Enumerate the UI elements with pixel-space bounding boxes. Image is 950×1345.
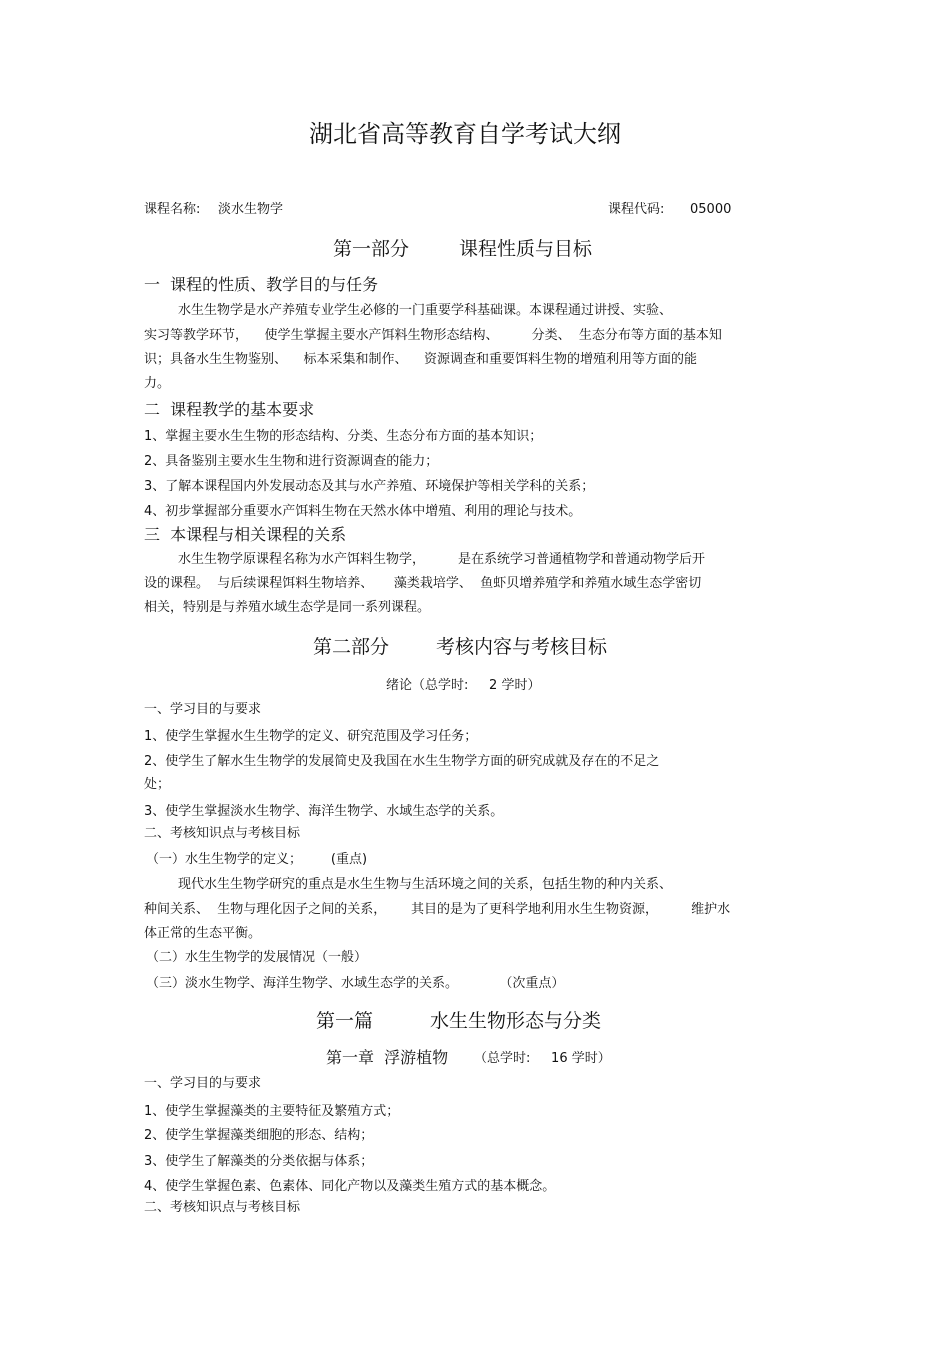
subsection-heading: 二、考核知识点与考核目标 — [144, 1200, 301, 1215]
paragraph-line: 识；具备水生生物鉴别、 标本采集和制作、 资源调查和重要饵料生物的增殖利用等方面的能 — [144, 352, 698, 367]
paragraph-line: 体正常的生态平衡。 — [144, 926, 262, 941]
paragraph-line: 相关，特别是与养殖水域生态学是同一系列课程。 — [144, 600, 431, 615]
list-item: 1、使学生掌握藻类的主要特征及繁殖方式； — [144, 1104, 400, 1119]
knowledge-point: （三）淡水生物学、海洋生物学、水域生态学的关系。 （次重点） — [146, 976, 565, 991]
course-code: 05000 — [690, 202, 732, 217]
section-heading: 二 课程教学的基本要求 — [144, 400, 315, 419]
course-name: 淡水生物学 — [218, 202, 284, 217]
section-heading: 三 本课程与相关课程的关系 — [144, 525, 347, 544]
list-item: 1、使学生掌握水生生物学的定义、研究范围及学习任务； — [144, 729, 478, 744]
part1-heading-title: 课程性质与目标 — [459, 238, 593, 260]
subsection-heading: 一、学习目的与要求 — [144, 702, 262, 717]
list-item: 2、使学生掌握藻类细胞的形态、结构； — [144, 1128, 374, 1143]
course-code-label: 课程代码: — [608, 202, 665, 217]
paragraph-line: 力。 — [144, 376, 171, 391]
list-item: 3、了解本课程国内外发展动态及其与水产养殖、环境保护等相关学科的关系； — [144, 479, 595, 494]
paragraph-line: 实习等教学环节， 使学生掌握主要水产饵料生物形态结构、 分类、 生态分布等方面的基本知 — [144, 328, 722, 343]
intro-heading: 绪论（总学时: 2 学时） — [386, 678, 541, 693]
list-item: 3、使学生掌握淡水生物学、海洋生物学、水域生态学的关系。 — [144, 804, 504, 819]
list-item: 2、使学生了解水生生物学的发展简史及我国在水生生物学方面的研究成就及存在的不足之 — [144, 754, 660, 769]
list-item: 1、掌握主要水生生物的形态结构、分类、生态分布方面的基本知识； — [144, 429, 543, 444]
paragraph-line: 现代水生生物学研究的重点是水生生物与生活环境之间的关系，包括生物的种内关系、 — [178, 877, 673, 892]
part2-heading-title: 考核内容与考核目标 — [436, 636, 608, 658]
knowledge-point: （一）水生生物学的定义； (重点) — [146, 852, 368, 867]
document-title: 湖北省高等教育自学考试大纲 — [309, 120, 621, 148]
paragraph-line: 种间关系、 生物与理化因子之间的关系， 其目的是为了更科学地利用水生生物资源， 维护水 — [144, 902, 731, 917]
subsection-heading: 一、学习目的与要求 — [144, 1076, 262, 1091]
list-item: 2、具备鉴别主要水生生物和进行资源调查的能力； — [144, 454, 439, 469]
chapter-heading: 第一章 浮游植物 — [326, 1048, 449, 1067]
section-heading: 一 课程的性质、教学目的与任务 — [144, 275, 379, 294]
list-item: 处； — [144, 777, 171, 792]
list-item: 3、使学生了解藻类的分类依据与体系； — [144, 1154, 374, 1169]
knowledge-point: （二）水生生物学的发展情况（一般） — [146, 950, 368, 965]
part2-heading: 第二部分 — [313, 636, 390, 658]
book1-heading: 第一篇 — [316, 1010, 374, 1032]
chapter-hours: （总学时: 16 学时） — [474, 1051, 611, 1066]
part1-heading: 第一部分 — [333, 238, 410, 260]
list-item: 4、初步掌握部分重要水产饵料生物在天然水体中增殖、利用的理论与技术。 — [144, 504, 582, 519]
subsection-heading: 二、考核知识点与考核目标 — [144, 826, 301, 841]
book1-heading-title: 水生生物形态与分类 — [430, 1010, 602, 1032]
paragraph-line: 水生生物学是水产养殖专业学生必修的一门重要学科基础课。本课程通过讲授、实验、 — [178, 303, 673, 318]
course-name-label: 课程名称: — [144, 202, 201, 217]
list-item: 4、使学生掌握色素、色素体、同化产物以及藻类生殖方式的基本概念。 — [144, 1179, 556, 1194]
paragraph-line: 设的课程。 与后续课程饵料生物培养、 藻类栽培学、 鱼虾贝增养殖学和养殖水域生态学密切 — [144, 576, 702, 591]
paragraph-line: 水生生物学原课程名称为水产饵料生物学， 是在系统学习普通植物学和普通动物学后开 — [178, 552, 706, 567]
